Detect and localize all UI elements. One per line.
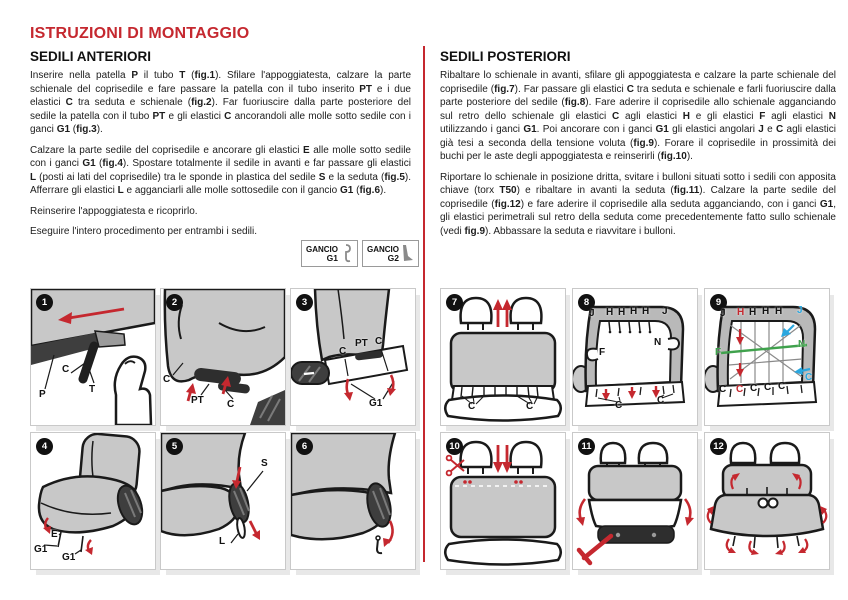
figure-panel-11 — [572, 432, 698, 570]
paragraph: Ribaltare lo schienale in avanti, sfilare gli appoggiatesta e calzare la parte schienale del coprisedile (fig.7). Far passare gli elastici C tra seduta e schienale e farli fuoriuscire dalla parte posteriore del sedile (fig.8). Fare aderire il coprisedile allo schienale agganciando sul retro dello schienale gli elastici C agli elastici H e gli elastici F agli elastici N utilizzando i ganci G1. Poi ancorare con i ganci G1 gli elastici angolari J e C agli elastici già tesi a seconda della tensione voluta (fig.9). Forare il coprisedile in prossimità dei buchi per le aste degli appoggiatesta e reinserirli (fig.10). — [440, 70, 837, 162]
figure-9-label: C — [805, 372, 813, 383]
column-divider — [423, 46, 425, 562]
figure-1-label: P — [39, 389, 46, 400]
figure-8-label: H — [618, 307, 626, 318]
figure-panel-3 — [290, 288, 416, 426]
figure-number-badge: 12 — [710, 438, 727, 455]
figure-1-illustration — [31, 289, 155, 425]
figure-panel-4 — [30, 432, 156, 570]
figure-number-badge: 8 — [578, 294, 595, 311]
figure-panel-8 — [572, 288, 698, 426]
figure-8-label: C — [657, 395, 665, 406]
figure-2-label: PT — [191, 395, 204, 406]
figure-9-label: J — [720, 308, 726, 319]
paragraph: Eseguire l'intero procedimento per entrambi i sedili. — [30, 226, 258, 237]
figure-panel-9 — [704, 288, 830, 426]
figure-9-label: J — [797, 305, 803, 316]
figure-9-label: C — [719, 384, 727, 395]
figure-number-badge: 5 — [166, 438, 183, 455]
figure-1-label: C — [62, 364, 70, 375]
figure-2-illustration — [161, 289, 285, 425]
page-title: ISTRUZIONI DI MONTAGGIO — [30, 25, 250, 42]
figure-2-label: C — [227, 399, 235, 410]
figure-number-badge: 10 — [446, 438, 463, 455]
figure-number-badge: 7 — [446, 294, 463, 311]
figure-panel-1 — [30, 288, 156, 426]
paragraph: Inserire nella patella P il tubo T (fig.1). Sfilare l'appoggiatesta, calzare la parte schienale del coprisedile e fare passare la patella con il tubo inserito PT e i due elastici C tra seduta e schienale (fig.2). Far fuoriuscire dalla parte posteriore del sedile la patella con il tubo PT e gli elastici C ancorandoli alle molle sotto sedile con i ganci G1 (fig.3). — [30, 70, 412, 135]
figure-3-label: G1 — [369, 398, 383, 409]
figure-number-badge: 9 — [710, 294, 727, 311]
figure-9-label: H — [762, 306, 770, 317]
figure-7-illustration — [441, 289, 565, 425]
paragraph: Riportare lo schienale in posizione dritta, svitare i bulloni situati sotto i sedili con apposita chiave (torx T50) e ribaltare in avanti la seduta (fig.11). Calzare la parte sedile del coprisedile (fig.12) e fare aderire il coprisedile alla seduta agganciando, con i ganci G1, gli elastici perimetrali sul retro della seduta come precedentemente fatto sullo schienale (vedi fig.9). Abbassare la seduta e riavvitare i bulloni. — [440, 171, 837, 237]
figure-5-label: S — [261, 458, 268, 469]
figure-panel-12 — [704, 432, 830, 570]
figure-10-illustration — [441, 433, 565, 569]
figure-5-illustration — [161, 433, 285, 569]
figure-panel-10 — [440, 432, 566, 570]
figure-9-label: C — [764, 382, 772, 393]
front-seats-text — [30, 69, 411, 246]
figure-4-label: G1 — [34, 544, 48, 555]
figure-4-label: E — [51, 529, 58, 540]
figure-8-label: N — [654, 337, 662, 348]
figure-4-illustration — [31, 433, 155, 569]
figure-3-illustration — [291, 289, 415, 425]
rear-seats-heading: SEDILI POSTERIORI — [440, 49, 571, 64]
figure-8-label: H — [630, 306, 638, 317]
figure-8-label: H — [642, 306, 650, 317]
figure-number-badge: 4 — [36, 438, 53, 455]
figure-6-illustration — [291, 433, 415, 569]
figure-panel-5 — [160, 432, 286, 570]
figure-panel-7 — [440, 288, 566, 426]
figure-9-label: H — [775, 306, 783, 317]
figure-8-label: J — [662, 306, 668, 317]
front-seats-heading: SEDILI ANTERIORI — [30, 49, 152, 64]
figure-8-label: F — [599, 347, 606, 358]
figure-1-label: T — [89, 384, 96, 395]
figure-number-badge: 3 — [296, 294, 313, 311]
figure-7-label: C — [468, 401, 476, 412]
figure-panel-2 — [160, 288, 286, 426]
figure-number-badge: 1 — [36, 294, 53, 311]
figure-4-label: G1 — [62, 552, 76, 563]
torx-key-icon — [579, 536, 611, 563]
figure-9-label: C — [750, 383, 758, 394]
paragraph: Reinserire l'appoggiatesta e ricoprirlo. — [30, 205, 198, 217]
figure-number-badge: 2 — [166, 294, 183, 311]
figure-8-label: H — [606, 307, 614, 318]
gancio-g1-icon — [340, 243, 353, 264]
figure-12-illustration — [705, 433, 829, 569]
figure-3-label: C — [339, 346, 347, 357]
hook-g1-label: GANCIO G1 — [306, 244, 338, 263]
figure-8-label: J — [589, 308, 595, 319]
figure-3-label: C — [375, 336, 383, 347]
figure-3-label: PT — [355, 338, 368, 349]
paragraph: Calzare la parte sedile del coprisedile e ancorare gli elastici E alle molle sotto sedile con i ganci G1 (fig.4). Spostare totalmente il sedile in avanti e far passare gli elastici L (posti ai lati del coprisedile) tra le sponde in plastica del sedile S e la seduta (fig.5). Afferrare gli elastici L e agganciarli alle molle sottosedile con il gancio G1 (fig.6). — [30, 144, 412, 196]
figure-number-badge: 11 — [578, 438, 595, 455]
figure-9-label: F — [715, 347, 722, 358]
figure-5-label: L — [219, 536, 226, 547]
figure-2-label: C — [163, 374, 171, 385]
figure-number-badge: 6 — [296, 438, 313, 455]
hook-g2-legend — [362, 240, 419, 267]
figure-9-label: C — [778, 381, 786, 392]
figure-8-label: C — [615, 400, 623, 411]
figure-11-illustration — [573, 433, 697, 569]
figure-9-label: N — [798, 339, 806, 350]
figure-panel-6 — [290, 432, 416, 570]
figure-7-label: C — [526, 401, 534, 412]
hook-g1-legend — [301, 240, 358, 267]
figure-9-label: C — [736, 384, 744, 395]
figure-9-label: H — [749, 307, 757, 318]
figure-9-label: H — [737, 307, 745, 318]
gancio-g2-icon — [399, 243, 414, 264]
rear-seats-text — [440, 69, 836, 245]
hook-g2-label: GANCIO G2 — [367, 244, 399, 263]
